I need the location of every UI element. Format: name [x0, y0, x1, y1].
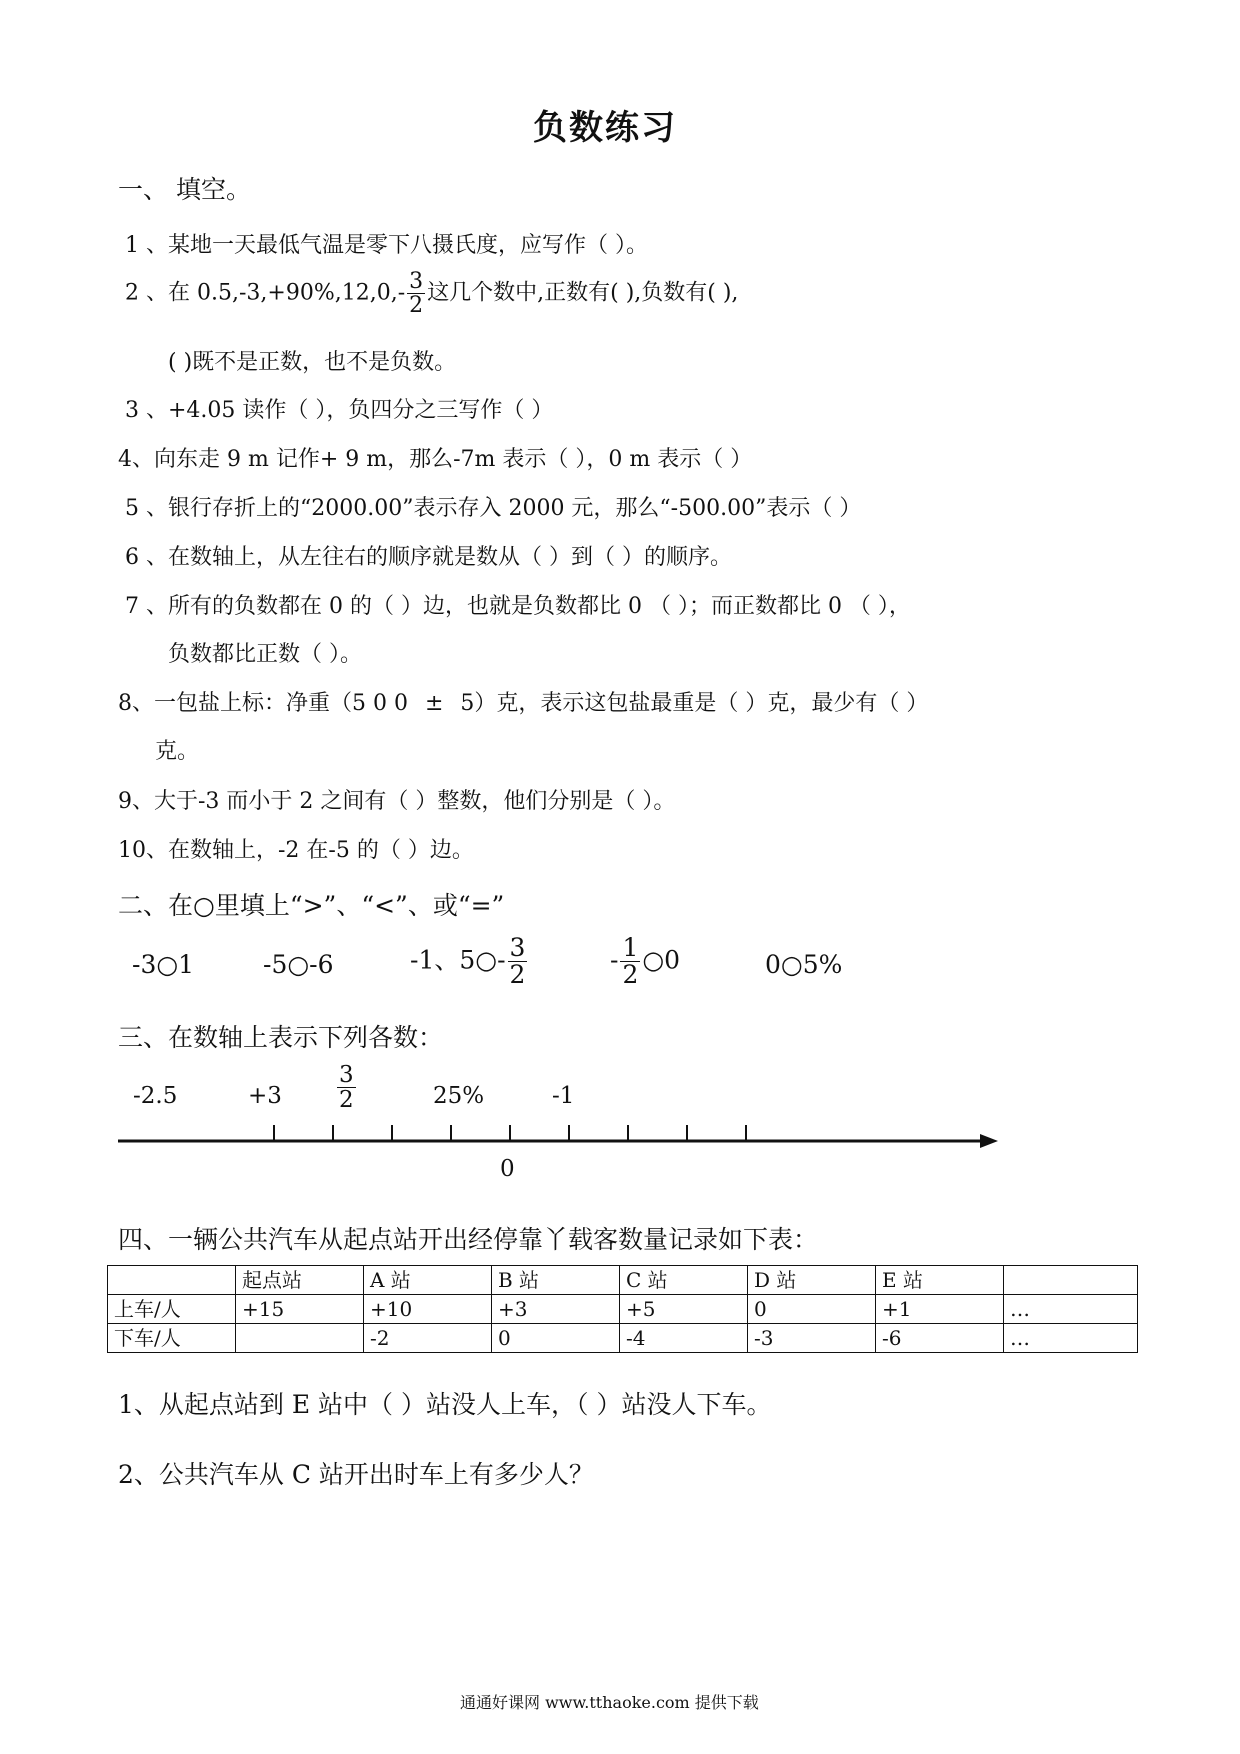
table-cell	[236, 1324, 364, 1353]
number-value-fraction-inner	[337, 1063, 356, 1112]
question-8	[118, 686, 928, 717]
table-header-cell: A 站	[364, 1266, 492, 1295]
fraction-denominator: 2	[622, 960, 639, 990]
compare-item-3-fraction	[508, 935, 528, 989]
fraction-numerator: 1	[622, 933, 639, 962]
compare-item-3	[410, 935, 529, 989]
fraction-denominator: 2	[339, 1087, 354, 1114]
table-header-cell: E 站	[876, 1266, 1004, 1295]
question-2	[125, 270, 738, 317]
table-cell: 下车/人	[108, 1324, 236, 1353]
question-7-line2: 负数都比正数（ ）。	[168, 642, 362, 667]
section4-question-1: 1、从起点站到 E 站中（ ）站没人上车，（ ）站没人下车。	[118, 1390, 772, 1419]
number-value-4: -1	[552, 1083, 575, 1109]
section3-heading: 三、在数轴上表示下列各数：	[118, 1023, 444, 1052]
question-3: 3 、+4.05 读作（ ），负四分之三写作（ ）	[125, 398, 554, 423]
table-cell: -2	[364, 1324, 492, 1353]
table-cell: 0	[492, 1324, 620, 1353]
question-2-suffix: 这几个数中,正数有( ),负数有( ),	[427, 280, 739, 306]
table-cell: 0	[748, 1295, 876, 1324]
question-8-part-a: 8、一包盐上标：净重（5 0 0	[118, 691, 408, 716]
section4-question-2: 2、公共汽车从 C 站开出时车上有多少人？	[118, 1460, 594, 1489]
bus-passenger-table	[107, 1265, 1138, 1353]
question-2-prefix: 2 、在 0.5,-3,+90%,12,0,-	[125, 280, 406, 306]
number-value-3: 25%	[433, 1083, 485, 1109]
number-value-1: -2.5	[133, 1083, 178, 1109]
table-row	[108, 1295, 1138, 1324]
table-header-cell: D 站	[748, 1266, 876, 1295]
compare-item-4	[610, 935, 680, 989]
table-header-cell: 起点站	[236, 1266, 364, 1295]
compare-item-4-suffix: ○0	[642, 945, 681, 975]
compare-item-1: -3○1	[132, 950, 195, 979]
fraction-denominator: 2	[509, 960, 526, 990]
fraction-numerator: 3	[409, 269, 424, 294]
section1-heading: 一、 填空。	[118, 175, 251, 204]
compare-item-4-prefix: -	[610, 945, 619, 975]
compare-item-3-prefix: -1、5○-	[410, 945, 506, 975]
question-8-line2: 克。	[155, 739, 200, 764]
question-10: 10、在数轴上，-2 在-5 的（ ）边。	[118, 838, 474, 863]
question-8-part-b: 5）克，表示这包盐最重是（ ）克，最少有（ ）	[460, 691, 929, 716]
question-2-fraction	[407, 270, 425, 317]
fraction-numerator: 3	[509, 933, 526, 962]
number-value-fraction	[335, 1063, 358, 1112]
section4-heading: 四、一辆公共汽车从起点站开出经停靠丫载客数量记录如下表：	[118, 1225, 819, 1254]
section2-heading: 二、在○里填上“>”、“<”、或“=”	[118, 891, 505, 920]
table-cell: -6	[876, 1324, 1004, 1353]
table-cell: +10	[364, 1295, 492, 1324]
fraction-denominator: 2	[409, 293, 424, 319]
table-header-cell: B 站	[492, 1266, 620, 1295]
compare-item-4-fraction	[620, 935, 640, 989]
question-4: 4、向东走 9 m 记作+ 9 m，那么-7m 表示（ ），0 m 表示（ ）	[118, 447, 753, 472]
table-cell: -3	[748, 1324, 876, 1353]
question-5: 5 、银行存折上的“2000.00”表示存入 2000 元，那么“-500.00”表示（ ）	[125, 496, 862, 521]
table-cell: …	[1004, 1324, 1138, 1353]
number-value-2: +3	[248, 1083, 282, 1109]
table-row	[108, 1324, 1138, 1353]
page-title: 负数练习	[533, 108, 677, 148]
table-header-row	[108, 1266, 1138, 1295]
table-cell: +15	[236, 1295, 364, 1324]
footer-credit: 通通好课网 www.tthaoke.com 提供下载	[460, 1693, 759, 1712]
number-line	[110, 1115, 1010, 1155]
question-6: 6 、在数轴上，从左往右的顺序就是数从（ ）到（ ）的顺序。	[125, 545, 732, 570]
plus-minus-sign: ±	[424, 691, 444, 716]
table-header-cell: C 站	[620, 1266, 748, 1295]
table-cell: +3	[492, 1295, 620, 1324]
table-cell: -4	[620, 1324, 748, 1353]
question-7: 7 、所有的负数都在 0 的（ ）边，也就是负数都比 0 （ ）；而正数都比 0 （ ），	[125, 594, 911, 619]
question-9: 9、大于-3 而小于 2 之间有（ ）整数，他们分别是（ ）。	[118, 789, 676, 814]
number-line-zero-label: 0	[500, 1156, 515, 1182]
table-cell: +5	[620, 1295, 748, 1324]
table-header-cell	[1004, 1266, 1138, 1295]
number-line-arrow	[980, 1134, 998, 1148]
fraction-numerator: 3	[339, 1062, 354, 1088]
question-2-line2: ( )既不是正数，也不是负数。	[168, 350, 457, 375]
compare-item-2: -5○-6	[263, 950, 334, 979]
question-1: 1 、某地一天最低气温是零下八摄氏度，应写作（ ）。	[125, 233, 648, 258]
table-cell: +1	[876, 1295, 1004, 1324]
table-cell: …	[1004, 1295, 1138, 1324]
compare-item-5: 0○5%	[765, 950, 843, 979]
table-cell: 上车/人	[108, 1295, 236, 1324]
table-header-cell	[108, 1266, 236, 1295]
